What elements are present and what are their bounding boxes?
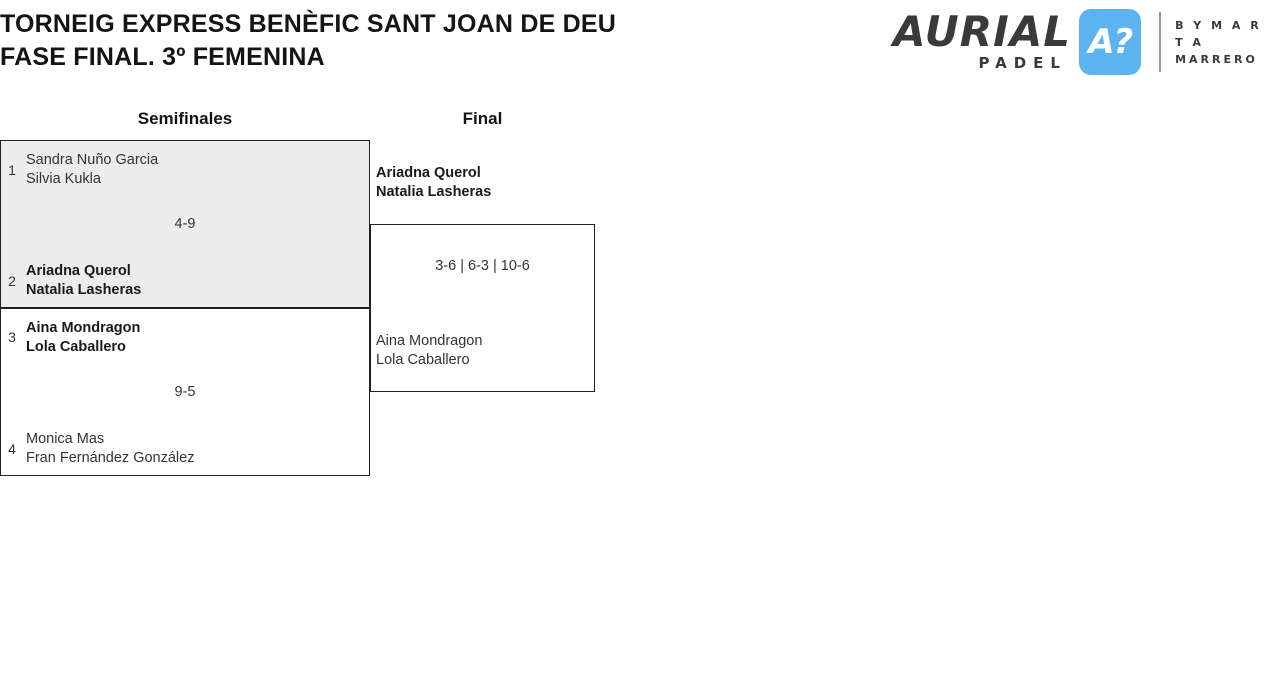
player-name: Natalia Lasheras bbox=[26, 282, 142, 298]
page-title-line-2: FASE FINAL. 3º FEMENINA bbox=[0, 43, 325, 71]
team-entry-winner bbox=[26, 262, 141, 300]
player-name: Lola Caballero bbox=[376, 352, 470, 368]
player-name: Sandra Nuño Garcia bbox=[26, 152, 159, 168]
page-title-line-1: TORNEIG EXPRESS BENÈFIC SANT JOAN DE DEU bbox=[0, 10, 616, 38]
seed-number: 3 bbox=[8, 329, 16, 345]
logo-wordmark: AURIAL bbox=[893, 7, 1071, 56]
logo-byline-2: MARRERO bbox=[1175, 52, 1258, 66]
team-entry-winner bbox=[26, 319, 140, 357]
seed-number: 1 bbox=[8, 162, 16, 178]
match-score: 4-9 bbox=[174, 216, 196, 232]
round-heading-semifinals: Semifinales bbox=[137, 109, 233, 128]
round-heading-final: Final bbox=[462, 109, 503, 128]
team-entry bbox=[376, 332, 482, 370]
logo-byline-1: B Y M A R T A bbox=[1175, 18, 1262, 49]
logo-subword: PADEL bbox=[978, 54, 1067, 72]
team-entry bbox=[26, 430, 194, 468]
player-name: Silvia Kukla bbox=[26, 171, 101, 187]
match-score: 9-5 bbox=[174, 384, 196, 400]
match-score: 3-6 | 6-3 | 10-6 bbox=[435, 258, 530, 274]
player-name: Aina Mondragon bbox=[376, 333, 483, 349]
seed-number: 2 bbox=[8, 273, 16, 289]
team-entry bbox=[26, 151, 158, 189]
player-name: Ariadna Querol bbox=[26, 263, 131, 279]
logo-badge-icon: A? bbox=[1079, 9, 1141, 75]
seed-number: 4 bbox=[8, 441, 16, 457]
team-entry-winner bbox=[376, 164, 491, 202]
player-name: Ariadna Querol bbox=[376, 165, 481, 181]
player-name: Lola Caballero bbox=[26, 339, 126, 355]
player-name: Aina Mondragon bbox=[26, 320, 141, 336]
player-name: Monica Mas bbox=[26, 431, 105, 447]
player-name: Fran Fernández González bbox=[26, 450, 195, 466]
player-name: Natalia Lasheras bbox=[376, 184, 492, 200]
